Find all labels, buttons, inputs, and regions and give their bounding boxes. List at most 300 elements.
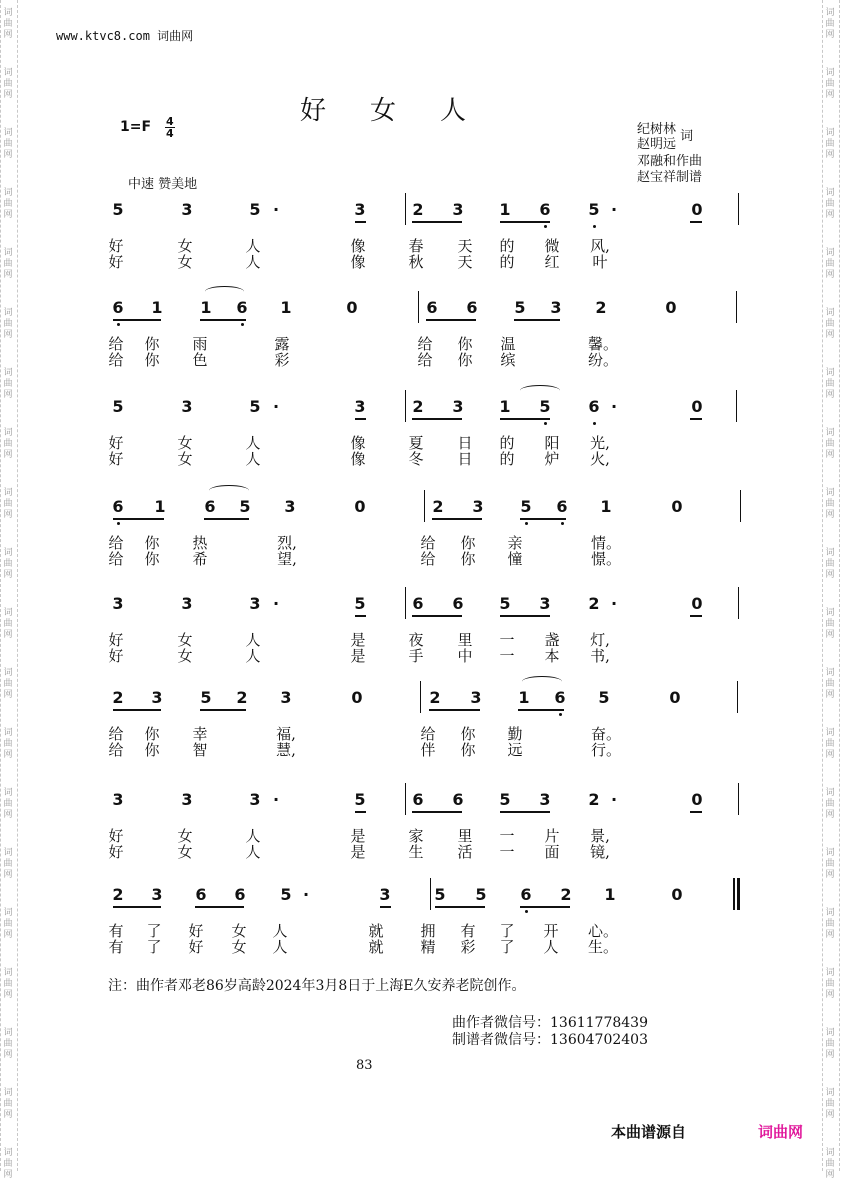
underline-beam [520, 518, 566, 520]
barline [405, 587, 406, 619]
note: 3 [452, 397, 464, 416]
watermark-mark [822, 848, 838, 881]
underline-beam [412, 615, 462, 617]
lyric-verse-1: 片 [544, 827, 560, 845]
lyric-verse-2: 手 [408, 647, 424, 665]
lyric-verse-1: 好 [108, 434, 124, 452]
note: 6 [556, 497, 568, 516]
note: 1 [604, 885, 616, 904]
watermark-char: 词 [3, 728, 13, 738]
lyric-verse-2: 叶 [592, 253, 608, 271]
watermark-mark [0, 968, 16, 1001]
note: 3 [379, 885, 391, 904]
source-site-link[interactable]: 词曲网 [758, 1123, 804, 1141]
lower-octave-dot [525, 522, 528, 525]
notation-wechat: 制谱者微信号：13604702403 [452, 1032, 648, 1048]
composer-credit: 邓融和作曲 [637, 154, 703, 169]
watermark-mark [822, 308, 838, 341]
watermark-char: 词 [3, 608, 13, 618]
lyric-verse-1: 温 [500, 335, 516, 353]
lyric-verse-2: 冬 [408, 450, 424, 468]
watermark-char: 曲 [3, 199, 13, 209]
watermark-mark [0, 428, 16, 461]
note: 5 [200, 688, 212, 707]
barline [424, 490, 425, 522]
watermark-mark [0, 128, 16, 161]
lyric-verse-2: 了 [499, 938, 515, 956]
watermark-mark [0, 1148, 16, 1181]
lower-octave-dot [559, 713, 562, 716]
underline-beam [429, 709, 480, 711]
watermark-char: 曲 [3, 979, 13, 989]
note: · [610, 594, 618, 613]
watermark-mark [0, 668, 16, 701]
watermark-char: 曲 [825, 259, 835, 269]
watermark-char: 网 [3, 870, 13, 880]
lyric-verse-2: 憬。 [591, 550, 622, 568]
underline-beam [113, 518, 164, 520]
watermark-mark [822, 488, 838, 521]
underline-beam [200, 709, 246, 711]
lyric-verse-1: 亲 [507, 534, 523, 552]
watermark-char: 词 [3, 248, 13, 258]
watermark-char: 词 [3, 128, 13, 138]
barline [420, 681, 421, 713]
note: 6 [539, 200, 551, 219]
watermark-char: 曲 [825, 499, 835, 509]
watermark-char: 网 [3, 450, 13, 460]
watermark-char: 曲 [3, 559, 13, 569]
lyric-verse-2: 本 [544, 647, 560, 665]
barline [738, 193, 739, 225]
lyric-verse-1: 幸 [192, 725, 208, 743]
note: 3 [151, 885, 163, 904]
watermark-char: 曲 [825, 139, 835, 149]
note: 6 [234, 885, 246, 904]
underline-beam [500, 811, 550, 813]
lyric-verse-1: 好 [108, 237, 124, 255]
watermark-char: 词 [825, 308, 835, 318]
watermark-char: 网 [3, 750, 13, 760]
underline-beam [380, 906, 391, 908]
lyric-verse-1: 心。 [588, 922, 619, 940]
lyric-verse-2: 人 [543, 938, 559, 956]
watermark-char: 网 [825, 690, 835, 700]
lyric-verse-1: 露 [274, 335, 290, 353]
note: 1 [280, 298, 292, 317]
watermark-char: 词 [825, 608, 835, 618]
note: 6 [236, 298, 248, 317]
watermark-char: 词 [825, 368, 835, 378]
watermark-char: 网 [825, 390, 835, 400]
underline-beam [514, 319, 560, 321]
lyric-verse-1: 人 [245, 237, 261, 255]
watermark-char: 网 [3, 810, 13, 820]
watermark-char: 曲 [3, 619, 13, 629]
lyric-verse-1: 像 [350, 237, 366, 255]
lyric-verse-2: 像 [350, 450, 366, 468]
watermark-char: 词 [3, 968, 13, 978]
lyric-verse-1: 你 [144, 725, 160, 743]
note: 3 [280, 688, 292, 707]
note: 5 [280, 885, 292, 904]
watermark-char: 曲 [3, 1039, 13, 1049]
watermark-char: 词 [3, 68, 13, 78]
watermark-char: 词 [825, 1148, 835, 1158]
note: 6 [452, 790, 464, 809]
note: 6 [195, 885, 207, 904]
lyric-verse-2: 生 [408, 843, 424, 861]
watermark-char: 网 [3, 570, 13, 580]
watermark-char: 曲 [3, 379, 13, 389]
lyric-verse-2: 天 [457, 253, 473, 271]
note: 3 [354, 200, 366, 219]
watermark-mark [822, 428, 838, 461]
note: 3 [539, 594, 551, 613]
watermark-char: 网 [3, 390, 13, 400]
note: 3 [539, 790, 551, 809]
lyric-verse-1: 的 [499, 237, 515, 255]
note: · [610, 790, 618, 809]
lyricist-credit [637, 122, 676, 137]
watermark-char: 网 [825, 510, 835, 520]
watermark-char: 曲 [3, 499, 13, 509]
watermark-char: 词 [3, 488, 13, 498]
lyric-verse-2: 一 [499, 843, 515, 861]
watermark-char: 词 [3, 848, 13, 858]
barline [737, 681, 738, 713]
lyric-verse-2: 女 [177, 450, 193, 468]
barline [405, 390, 406, 422]
lower-octave-dot [544, 422, 547, 425]
watermark-mark [0, 908, 16, 941]
watermark-char: 网 [825, 270, 835, 280]
watermark-mark [0, 188, 16, 221]
lyric-verse-2: 你 [144, 550, 160, 568]
lyric-verse-2: 女 [177, 253, 193, 271]
note: 5 [598, 688, 610, 707]
watermark-char: 词 [825, 488, 835, 498]
lyric-verse-1: 是 [350, 631, 366, 649]
watermark-char: 词 [3, 788, 13, 798]
watermark-char: 曲 [825, 679, 835, 689]
lyric-verse-2: 希 [192, 550, 208, 568]
underline-beam [355, 615, 366, 617]
lyric-verse-2: 女 [177, 647, 193, 665]
note: 6 [412, 594, 424, 613]
watermark-char: 曲 [825, 739, 835, 749]
watermark-char: 曲 [825, 619, 835, 629]
note: · [610, 397, 618, 416]
lower-octave-dot [117, 323, 120, 326]
lyric-verse-1: 人 [272, 922, 288, 940]
note: 5 [354, 790, 366, 809]
lyric-verse-2: 火, [590, 450, 610, 468]
watermark-char: 词 [3, 308, 13, 318]
watermark-char: 词 [825, 128, 835, 138]
lyric-verse-2: 的 [499, 450, 515, 468]
site-url[interactable]: www.ktvc8.com [56, 29, 150, 43]
lyric-verse-1: 给 [108, 534, 124, 552]
lower-octave-dot [117, 522, 120, 525]
watermark-char: 词 [825, 1028, 835, 1038]
watermark-mark [822, 1028, 838, 1061]
lyric-verse-1: 阳 [544, 434, 560, 452]
watermark-char: 网 [825, 870, 835, 880]
underline-beam [518, 709, 564, 711]
note: 2 [412, 200, 424, 219]
underline-beam [500, 418, 550, 420]
lyric-verse-2: 活 [457, 843, 473, 861]
watermark-mark [0, 728, 16, 761]
note: · [610, 200, 618, 219]
watermark-char: 词 [3, 428, 13, 438]
page-number: 83 [356, 1058, 373, 1073]
lyric-verse-1: 好 [108, 827, 124, 845]
watermark-char: 网 [3, 690, 13, 700]
lyric-verse-2: 你 [144, 741, 160, 759]
note: 3 [550, 298, 562, 317]
watermark-mark [822, 668, 838, 701]
lyric-verse-1: 夜 [408, 631, 424, 649]
slur [520, 385, 560, 396]
barline [736, 291, 737, 323]
lyric-verse-1: 你 [144, 534, 160, 552]
lower-octave-dot [593, 422, 596, 425]
lyric-verse-2: 人 [272, 938, 288, 956]
watermark-char: 曲 [3, 79, 13, 89]
watermark-char: 曲 [825, 379, 835, 389]
lyric-verse-1: 就 [368, 922, 384, 940]
watermark-char: 词 [825, 908, 835, 918]
watermark-char: 词 [825, 788, 835, 798]
lyric-verse-2: 人 [245, 647, 261, 665]
note: 2 [432, 497, 444, 516]
watermark-char: 词 [825, 728, 835, 738]
barline [736, 390, 737, 422]
lyric-verse-2: 好 [188, 938, 204, 956]
watermark-char: 网 [3, 330, 13, 340]
watermark-char: 词 [3, 188, 13, 198]
lyric-verse-1: 你 [460, 534, 476, 552]
underline-beam [690, 221, 702, 223]
underline-beam [195, 906, 244, 908]
song-title: 好女人 [300, 96, 511, 126]
note: 2 [112, 688, 124, 707]
note: 3 [472, 497, 484, 516]
lyric-verse-2: 精 [420, 938, 436, 956]
note: · [272, 200, 280, 219]
lyric-verse-1: 好 [188, 922, 204, 940]
watermark-char: 曲 [825, 1099, 835, 1109]
watermark-mark [822, 368, 838, 401]
watermark-char: 网 [3, 90, 13, 100]
lower-octave-dot [544, 225, 547, 228]
lyric-verse-1: 你 [457, 335, 473, 353]
lyric-verse-1: 的 [499, 434, 515, 452]
note: 6 [412, 790, 424, 809]
watermark-mark [822, 8, 838, 41]
lyric-verse-2: 憧 [507, 550, 523, 568]
watermark-char: 曲 [825, 439, 835, 449]
watermark-char: 网 [825, 150, 835, 160]
lyric-verse-1: 盏 [544, 631, 560, 649]
watermark-mark [822, 1088, 838, 1121]
note: 2 [560, 885, 572, 904]
note: 3 [112, 790, 124, 809]
source-label: 本曲谱源自 [611, 1123, 687, 1141]
note: 3 [112, 594, 124, 613]
note: 6 [520, 885, 532, 904]
underline-beam [412, 811, 462, 813]
watermark-mark [0, 8, 16, 41]
underline-beam [520, 906, 570, 908]
barline [430, 878, 431, 910]
watermark-mark [0, 488, 16, 521]
underline-beam [426, 319, 476, 321]
watermark-char: 曲 [3, 1099, 13, 1109]
note: 6 [466, 298, 478, 317]
underline-beam [412, 221, 462, 223]
lyric-verse-2: 好 [108, 253, 124, 271]
final-barline-thick [737, 878, 740, 910]
lyric-verse-1: 微 [544, 237, 560, 255]
note: 5 [112, 397, 124, 416]
lyric-verse-2: 就 [368, 938, 384, 956]
note: · [272, 594, 280, 613]
lyric-verse-2: 炉 [544, 450, 560, 468]
underline-beam [355, 811, 366, 813]
watermark-mark [822, 188, 838, 221]
watermark-char: 曲 [3, 319, 13, 329]
lyric-verse-1: 拥 [420, 922, 436, 940]
watermark-char: 网 [825, 1110, 835, 1120]
note: 0 [351, 688, 363, 707]
lyric-verse-2: 日 [457, 450, 473, 468]
barline [740, 490, 741, 522]
watermark-char: 词 [3, 1148, 13, 1158]
lyric-verse-1: 了 [499, 922, 515, 940]
watermark-mark [0, 788, 16, 821]
lyric-verse-1: 人 [245, 631, 261, 649]
note: 3 [354, 397, 366, 416]
lyric-verse-1: 给 [108, 725, 124, 743]
lyricist2-name: 赵明远 [637, 137, 677, 152]
lyric-verse-1: 人 [245, 827, 261, 845]
watermark-char: 网 [3, 270, 13, 280]
underline-beam [355, 221, 366, 223]
underline-beam [690, 615, 702, 617]
watermark-char: 网 [825, 570, 835, 580]
lyric-verse-1: 女 [177, 631, 193, 649]
lyric-verse-1: 给 [108, 335, 124, 353]
lyric-verse-2: 秋 [408, 253, 424, 271]
lyric-verse-1: 有 [108, 922, 124, 940]
lyric-verse-2: 生。 [588, 938, 619, 956]
note: 0 [671, 885, 683, 904]
watermark-char: 曲 [825, 1159, 835, 1169]
watermark-char: 词 [825, 1088, 835, 1098]
note: 2 [112, 885, 124, 904]
watermark-char: 曲 [3, 859, 13, 869]
watermark-char: 词 [825, 248, 835, 258]
underline-beam [204, 518, 249, 520]
lyric-verse-1: 女 [177, 434, 193, 452]
note: 2 [588, 594, 600, 613]
lyric-verse-1: 人 [245, 434, 261, 452]
watermark-char: 网 [825, 1050, 835, 1060]
lyric-verse-1: 景, [590, 827, 610, 845]
lyric-verse-2: 面 [544, 843, 560, 861]
watermark-mark [0, 608, 16, 641]
lyric-verse-1: 风, [590, 237, 610, 255]
note: 3 [181, 397, 193, 416]
lyric-verse-2: 你 [460, 550, 476, 568]
lyric-verse-1: 勤 [507, 725, 523, 743]
lyric-verse-2: 是 [350, 843, 366, 861]
watermark-mark [822, 788, 838, 821]
watermark-char: 词 [825, 548, 835, 558]
note: · [272, 397, 280, 416]
lyric-verse-1: 情。 [591, 534, 622, 552]
lyric-verse-2: 好 [108, 843, 124, 861]
lyric-verse-1: 女 [177, 237, 193, 255]
lyric-verse-2: 的 [499, 253, 515, 271]
lyric-verse-1: 好 [108, 631, 124, 649]
underline-beam [690, 418, 702, 420]
lyric-verse-2: 望, [277, 550, 297, 568]
watermark-char: 网 [825, 30, 835, 40]
lyric-verse-1: 光, [590, 434, 610, 452]
underline-beam [355, 418, 366, 420]
lyric-verse-1: 你 [460, 725, 476, 743]
lyric-verse-1: 里 [457, 827, 473, 845]
lyric-verse-1: 给 [420, 534, 436, 552]
underline-beam [113, 906, 161, 908]
note: · [272, 790, 280, 809]
note: 5 [112, 200, 124, 219]
slur [522, 676, 562, 687]
lyric-role: 词 [680, 129, 694, 144]
watermark-char: 网 [825, 210, 835, 220]
watermark-char: 曲 [825, 559, 835, 569]
note: 1 [200, 298, 212, 317]
note: 5 [499, 594, 511, 613]
key-signature: 1=F [120, 119, 152, 135]
watermark-char: 曲 [3, 1159, 13, 1169]
watermark-char: 曲 [3, 799, 13, 809]
note: 5 [475, 885, 487, 904]
lyric-verse-1: 你 [144, 335, 160, 353]
watermark-mark [0, 248, 16, 281]
watermark-char: 曲 [3, 259, 13, 269]
lyric-verse-1: 家 [408, 827, 424, 845]
watermark-char: 曲 [3, 139, 13, 149]
lyric-verse-1: 像 [350, 434, 366, 452]
note: · [302, 885, 310, 904]
final-barline [733, 878, 735, 910]
watermark-char: 词 [3, 908, 13, 918]
watermark-mark [0, 368, 16, 401]
note: 0 [691, 594, 703, 613]
watermark-char: 网 [3, 990, 13, 1000]
watermark-char: 网 [825, 810, 835, 820]
note: 5 [588, 200, 600, 219]
note: 0 [669, 688, 681, 707]
watermark-mark [0, 68, 16, 101]
watermark-mark [822, 728, 838, 761]
note: 0 [691, 397, 703, 416]
